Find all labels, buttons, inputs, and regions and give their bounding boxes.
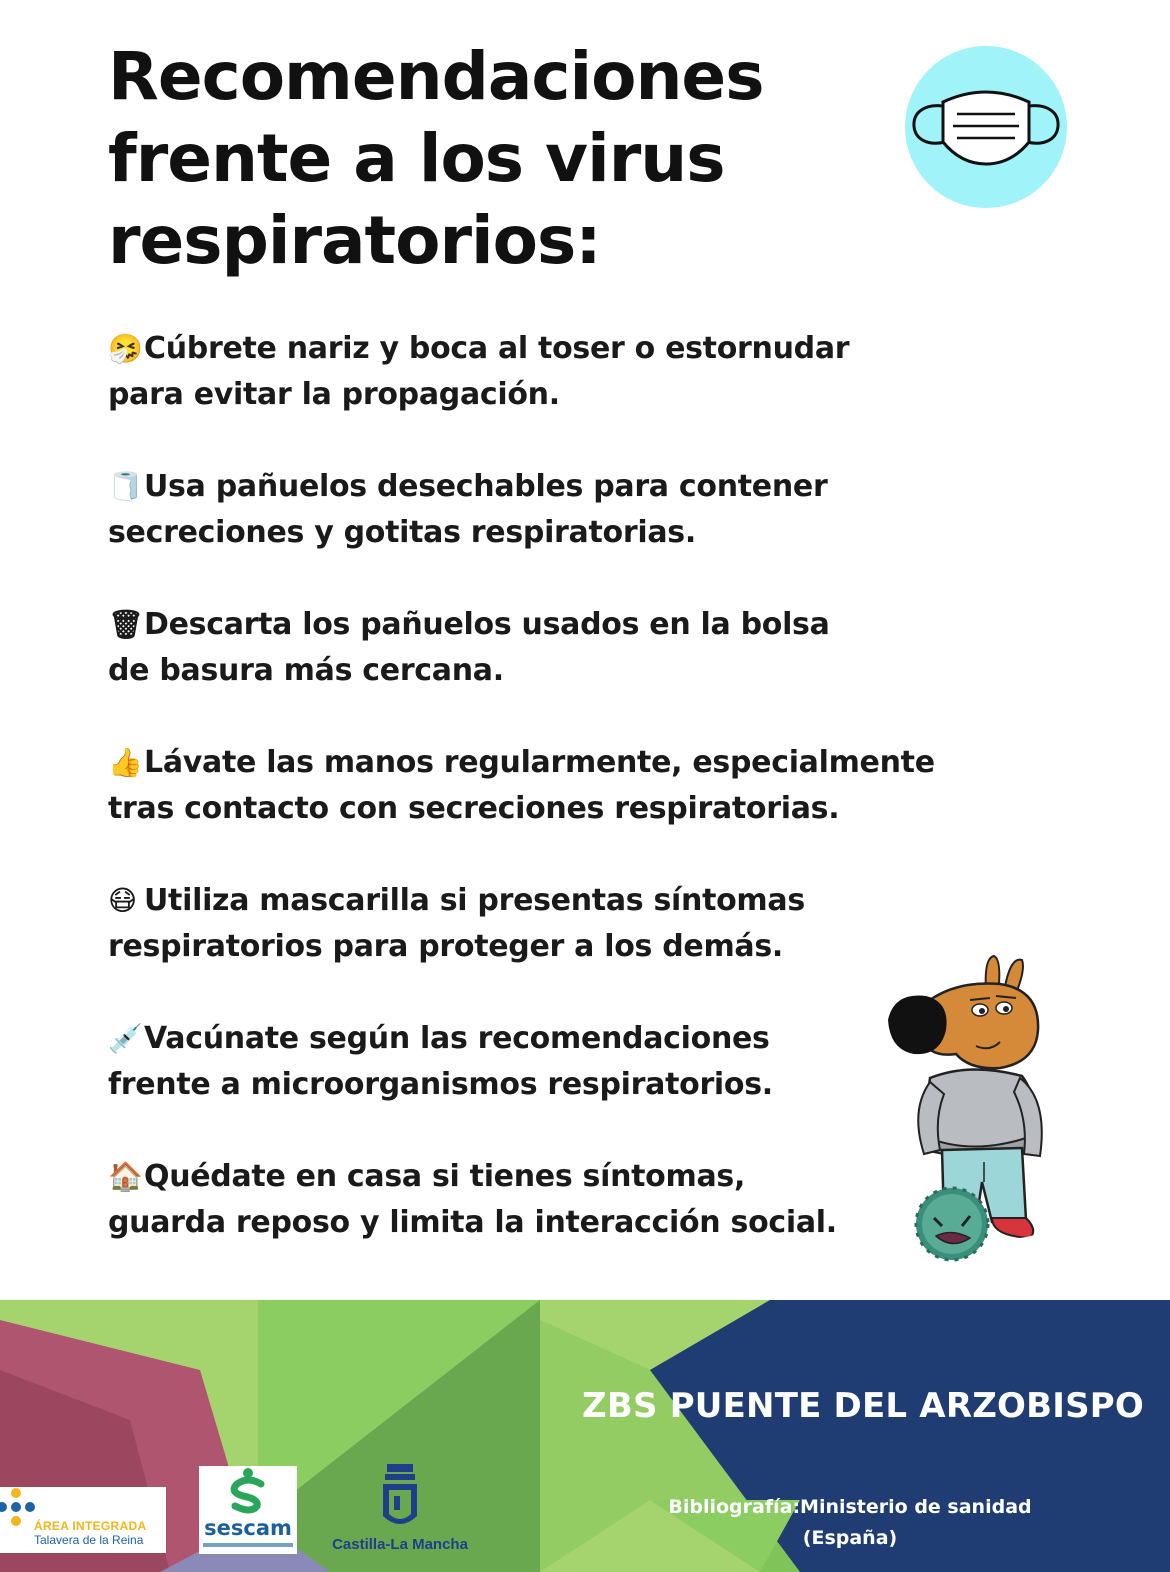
recommendation-text-2: frente a microorganismos respiratorios. xyxy=(108,1067,773,1102)
bibliography-line-2: (España) xyxy=(802,1527,898,1549)
castilla-la-mancha-logo xyxy=(325,1462,485,1558)
sescam-tagline-bar xyxy=(203,1543,293,1547)
recommendation-item xyxy=(108,326,1008,464)
bibliography-note xyxy=(640,1492,1060,1554)
recommendation-text-1: Quédate en casa si tienes síntomas, xyxy=(144,1159,746,1194)
mask-face-icon: 😷 xyxy=(108,884,137,917)
area-integrada-sub: Talavera de la Reina xyxy=(34,1533,144,1547)
recommendation-item xyxy=(108,464,1008,602)
title-line-2: frente a los virus xyxy=(108,120,725,197)
thumbs-up-icon: 👍 xyxy=(108,746,143,779)
face-mask-icon xyxy=(905,46,1067,208)
recommendation-item xyxy=(108,602,1008,740)
castilla-la-mancha-emblem xyxy=(325,1462,475,1536)
recommendation-text-2: de basura más cercana. xyxy=(108,653,504,688)
recommendation-text-1: Vacúnate según las recomendaciones xyxy=(144,1021,770,1056)
recommendation-text-1: Lávate las manos regularmente, especialmente xyxy=(144,745,935,780)
house-icon: 🏠 xyxy=(108,1160,143,1193)
recommendation-text-2: para evitar la propagación. xyxy=(108,377,560,412)
syringe-icon: 💉 xyxy=(108,1022,143,1055)
dog-mascot-illustration xyxy=(880,950,1060,1280)
recommendation-text-2: secreciones y gotitas respiratorias. xyxy=(108,515,696,550)
area-integrada-logo xyxy=(0,1487,166,1553)
recommendation-text-2: respiratorios para proteger a los demás. xyxy=(108,929,784,964)
castilla-la-mancha-name: Castilla-La Mancha xyxy=(332,1536,468,1553)
bibliography-line-1: Bibliografía:Ministerio de sanidad xyxy=(668,1496,1032,1518)
recommendation-item xyxy=(108,740,1008,878)
area-integrada-name: ÁREA INTEGRADA xyxy=(34,1519,147,1533)
recommendation-item xyxy=(108,878,1008,1016)
zbs-label: ZBS PUENTE DEL ARZOBISPO xyxy=(582,1386,1145,1426)
title-line-1: Recomendaciones xyxy=(108,38,764,115)
wastebasket-icon: 🗑 xyxy=(108,608,144,641)
sescam-logo xyxy=(199,1466,297,1554)
recommendation-text-2: guarda reposo y limita la interacción social. xyxy=(108,1205,837,1240)
sneezing-face-icon: 🤧 xyxy=(108,332,143,365)
recommendation-text-1: Utiliza mascarilla si presentas síntomas xyxy=(144,883,805,918)
recommendation-item xyxy=(108,1154,1008,1292)
recommendation-text-1: Usa pañuelos desechables para contener xyxy=(144,469,828,504)
recommendation-text-2: tras contacto con secreciones respiratorias. xyxy=(108,791,840,826)
page-title xyxy=(108,36,868,282)
area-integrada-emblem xyxy=(0,1487,36,1527)
sescam-emblem xyxy=(199,1466,297,1516)
recommendation-item xyxy=(108,1016,1008,1154)
title-line-3: respiratorios: xyxy=(108,202,601,279)
recommendation-list xyxy=(108,326,1008,1292)
tissue-roll-icon: 🧻 xyxy=(108,470,143,503)
recommendation-text-1: Cúbrete nariz y boca al toser o estornudar xyxy=(144,331,850,366)
recommendation-text-1: Descarta los pañuelos usados en la bolsa xyxy=(144,607,830,642)
sescam-name: sescam xyxy=(204,1516,292,1540)
